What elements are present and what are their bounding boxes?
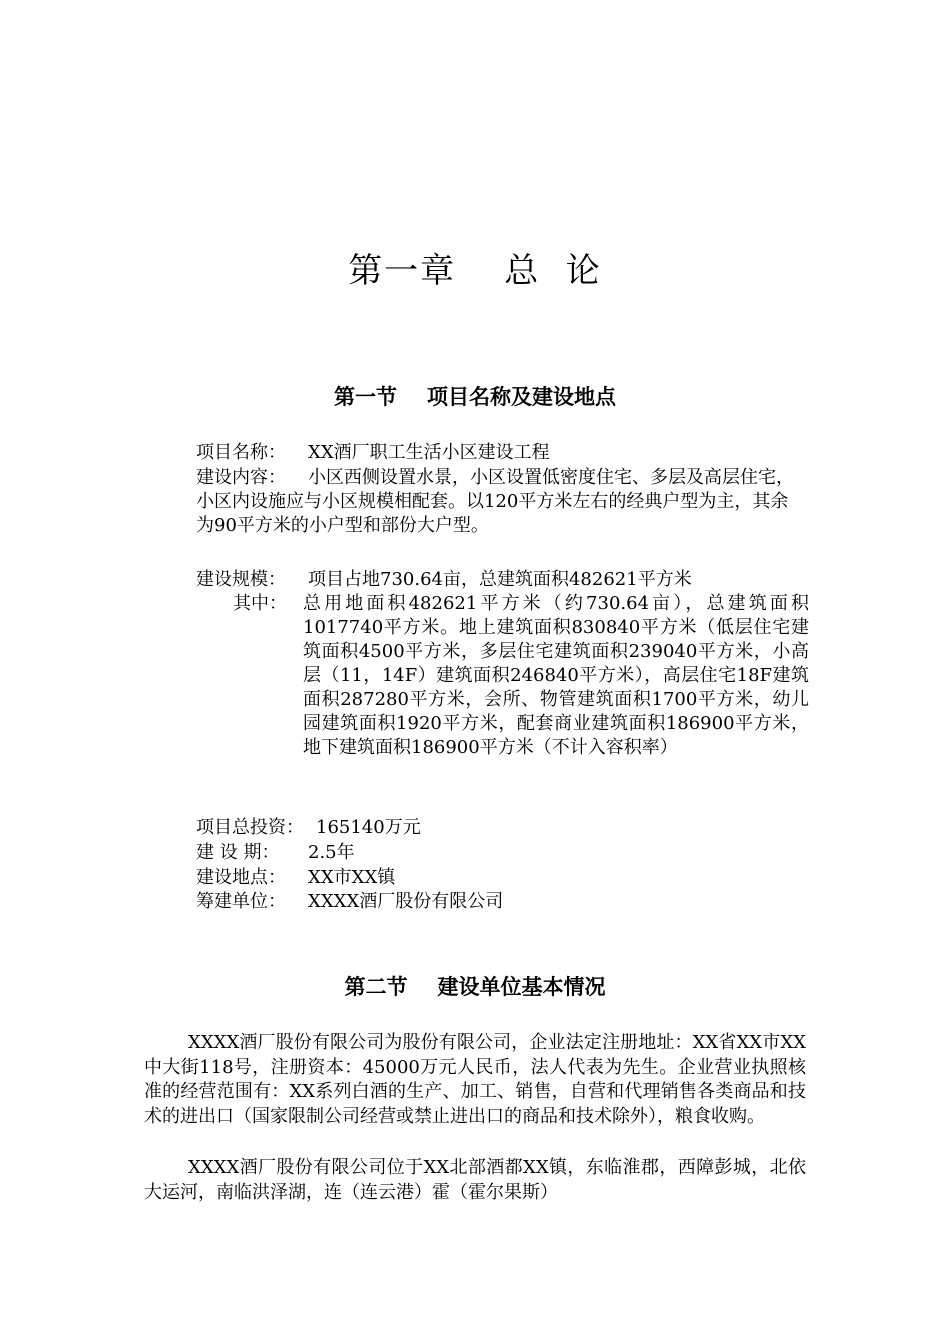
section-1-title [0,381,950,411]
field-value: 总用地面积482621平方米（约730.64亩），总建筑面积1017740平方米。地上建筑面积830840平方米（低层住宅建筑面积4500平方米，多层住宅建筑面积239040平方米，小高层（11，14F）建筑面积246840平方米），高层住宅18F建筑面积287280平方米，会所、物管建筑面积1700平方米，幼儿园建筑面积1920平方米，配套商业建筑面积186900平方米，地下建筑面积186900平方米（不计入容积率） [303,593,809,758]
field-label: 建设地点： [196,867,286,888]
field-label: 建设内容： [196,467,286,488]
field-builder [196,890,816,914]
chapter-title [0,243,950,292]
field-label: 筹建单位： [196,891,286,912]
section-2-title [0,971,950,1001]
field-project-name [196,441,816,465]
section-2-number: 第二节 [344,974,408,999]
field-value: 小区西侧设置水景，小区设置低密度住宅、多层及高层住宅，小区内设施应与小区规模相配套。以120平方米左右的经典户型为主，其余为90平方米的小户型和部份大户型。 [196,467,794,536]
section-1-name: 项目名称及建设地点 [427,384,616,409]
field-value: XX酒厂职工生活小区建设工程 [308,442,550,463]
field-label: 项目总投资： [196,817,304,838]
field-construction-scale [196,568,816,592]
field-total-investment [196,816,816,840]
field-label: 其中： [233,593,287,614]
field-construction-period [196,841,816,865]
field-label: 建设规模： [196,569,286,590]
field-label: 项目名称： [196,442,286,463]
field-scale-details [233,592,813,816]
field-value: XXXX酒厂股份有限公司 [308,891,504,912]
field-construction-site [196,866,816,890]
field-construction-content [196,466,816,566]
field-value: 165140万元 [316,817,421,838]
section-2-name: 建设单位基本情况 [437,974,606,999]
field-value: 2.5年 [308,842,355,863]
field-value: XX市XX镇 [308,867,396,888]
field-label: 建 设 期： [196,842,280,863]
paragraph-company-info: XXXX酒厂股份有限公司为股份有限公司，企业法定注册地址：XX省XX市XX中大街118号，注册资本：45000万元人民币，法人代表为先生。企业营业执照核准的经营范围有：XX系列白酒的生产、加工、销售，自营和代理销售各类商品和技术的进出口（国家限制公司经营或禁止进出口的商品和技术除外），粮食收购。 [144,1032,806,1127]
chapter-number: 第一章 [348,251,457,291]
paragraph-company-location: XXXX酒厂股份有限公司位于XX北部酒都XX镇，东临淮郡，西障彭城，北依大运河，南临洪泽湖，连（连云港）霍（霍尔果斯） [144,1157,806,1203]
section-1-number: 第一节 [334,384,397,409]
chapter-name: 总 论 [504,251,602,291]
field-value: 项目占地730.64亩，总建筑面积482621平方米 [308,569,692,590]
